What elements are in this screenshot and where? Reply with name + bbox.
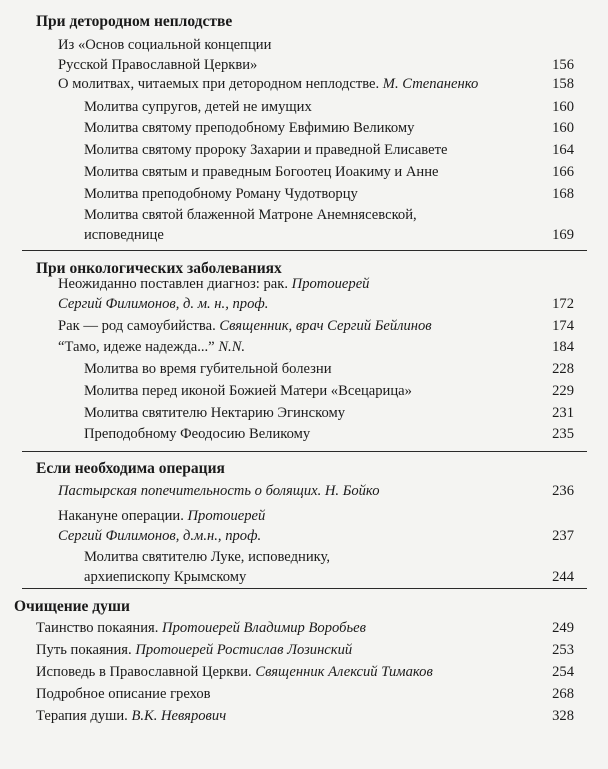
entry-text: Молитва святителю Луке, исповеднику,: [84, 549, 331, 565]
toc-entry[interactable]: [36, 640, 574, 660]
entry-text: Молитва святым и праведным Богоотец Иоакиму и Анне: [84, 164, 439, 180]
entry-text: Молитва святому пророку Захарии и праведной Елисавете: [84, 142, 448, 158]
entry-line: [58, 481, 524, 501]
entry-line: [84, 205, 524, 225]
toc-entry[interactable]: [84, 424, 574, 444]
entry-title: [58, 274, 574, 314]
page-number: 160: [552, 120, 574, 136]
toc-entry[interactable]: [84, 118, 574, 138]
entry-text: Таинство покаяния.: [36, 620, 163, 636]
entry-line: [84, 97, 524, 117]
section-divider: [22, 451, 587, 452]
entry-title: [84, 140, 574, 160]
entry-text: “Тамо, идеже надежда...”: [58, 339, 219, 355]
toc-entry[interactable]: [58, 74, 574, 94]
entry-author: Священник Алексий Тимаков: [255, 664, 433, 680]
page-number: 164: [552, 142, 574, 158]
page-number: 328: [552, 708, 574, 724]
page-number: 254: [552, 664, 574, 680]
page-number: 156: [552, 57, 574, 73]
entry-author: М. Степаненко: [382, 76, 479, 92]
section-divider: [22, 588, 587, 589]
toc-entry[interactable]: [58, 337, 574, 357]
entry-title: [84, 547, 574, 587]
entry-text: Молитва преподобному Роману Чудотворцу: [84, 186, 358, 202]
toc-entry[interactable]: [84, 381, 574, 401]
entry-line: [36, 706, 524, 726]
entry-line: [58, 337, 524, 357]
entry-line: [58, 55, 524, 75]
entry-text: О молитвах, читаемых при детородном неплодстве.: [58, 76, 383, 92]
entry-title: [84, 184, 574, 204]
entry-line: [36, 640, 524, 660]
toc-entry[interactable]: [84, 359, 574, 379]
entry-line: [58, 294, 524, 314]
entry-title: [58, 74, 574, 94]
entry-line: [84, 118, 524, 138]
page-number: 229: [552, 383, 574, 399]
entry-line: [84, 381, 524, 401]
page-number: 168: [552, 186, 574, 202]
entry-title: [58, 337, 574, 357]
entry-author: Протоиерей Ростислав Лозинский: [135, 642, 353, 658]
entry-author: Протоиерей: [187, 508, 266, 524]
toc-entry[interactable]: [84, 403, 574, 423]
entry-line: [58, 274, 524, 294]
toc-entry[interactable]: [58, 35, 574, 75]
entry-title: [58, 316, 574, 336]
entry-line: [84, 225, 524, 245]
toc-entry[interactable]: [84, 97, 574, 117]
entry-text: исповеднице: [84, 227, 164, 243]
entry-title: [84, 162, 574, 182]
entry-text: Неожиданно поставлен диагноз: рак.: [58, 276, 292, 292]
entry-text: Путь покаяния.: [36, 642, 136, 658]
entry-text: Терапия души.: [36, 708, 132, 724]
entry-text: Преподобному Феодосию Великому: [84, 426, 311, 442]
entry-text: Исповедь в Православной Церкви.: [36, 664, 256, 680]
page-number: 166: [552, 164, 574, 180]
entry-line: [84, 403, 524, 423]
section-heading: Очищение души: [14, 598, 130, 615]
page-number: 237: [552, 528, 574, 544]
entry-title: [36, 640, 574, 660]
entry-line: [58, 35, 524, 55]
entry-line: [36, 662, 524, 682]
entry-author: Протоиерей Владимир Воробьев: [162, 620, 366, 636]
toc-entry[interactable]: [58, 506, 574, 546]
toc-entry[interactable]: [84, 162, 574, 182]
page-number: 169: [552, 227, 574, 243]
entry-author: Протоиерей: [291, 276, 370, 292]
entry-title: [58, 35, 574, 75]
entry-line: [58, 506, 524, 526]
entry-title: [84, 424, 574, 444]
entry-text: Накануне операции.: [58, 508, 188, 524]
toc-entry[interactable]: [84, 140, 574, 160]
section-divider: [22, 250, 587, 251]
toc-entry[interactable]: [58, 316, 574, 336]
entry-line: [84, 567, 524, 587]
toc-entry[interactable]: [36, 662, 574, 682]
entry-line: [84, 547, 524, 567]
entry-author: В.К. Невярович: [131, 708, 227, 724]
page-number: 236: [552, 483, 574, 499]
section-heading: Если необходима операция: [36, 460, 225, 477]
toc-entry[interactable]: [36, 684, 574, 704]
entry-line: [84, 184, 524, 204]
page-number: 174: [552, 318, 574, 334]
entry-text: Молитва супругов, детей не имущих: [84, 99, 312, 115]
page-number: 244: [552, 569, 574, 585]
entry-text: Русской Православной Церкви»: [58, 57, 258, 73]
toc-entry[interactable]: [84, 184, 574, 204]
page-number: 268: [552, 686, 574, 702]
toc-entry[interactable]: [58, 481, 574, 501]
toc-entry[interactable]: [36, 706, 574, 726]
page-number: 184: [552, 339, 574, 355]
entry-author: N.N.: [218, 339, 246, 355]
entry-title: [84, 381, 574, 401]
entry-title: [84, 205, 574, 245]
entry-title: [84, 118, 574, 138]
entry-author: Священник, врач Сергий Бейлинов: [219, 318, 432, 334]
entry-text: Подробное описание грехов: [36, 686, 211, 702]
entry-author: Сергий Филимонов, д. м. н., проф.: [58, 296, 269, 312]
entry-title: [58, 506, 574, 546]
entry-line: [58, 316, 524, 336]
page-number: 228: [552, 361, 574, 377]
entry-title: [36, 706, 574, 726]
entry-line: [58, 526, 524, 546]
entry-text: Рак — род самоубийства.: [58, 318, 220, 334]
entry-title: [84, 403, 574, 423]
entry-line: [58, 74, 524, 94]
entry-line: [84, 162, 524, 182]
toc-entry[interactable]: [58, 274, 574, 314]
section-heading: При онкологических заболеваниях: [36, 260, 282, 277]
entry-text: Из «Основ социальной концепции: [58, 37, 272, 53]
entry-text: Молитва святителю Нектарию Эгинскому: [84, 405, 345, 421]
entry-title: [36, 662, 574, 682]
entry-line: [36, 618, 524, 638]
toc-entry[interactable]: [36, 618, 574, 638]
entry-title: [84, 97, 574, 117]
entry-text: Молитва перед иконой Божией Матери «Всецарица»: [84, 383, 412, 399]
section-heading: При детородном неплодстве: [36, 13, 233, 30]
entry-title: [84, 359, 574, 379]
entry-text: Молитва во время губительной болезни: [84, 361, 332, 377]
entry-title: [36, 684, 574, 704]
page-number: 235: [552, 426, 574, 442]
page-number: 160: [552, 99, 574, 115]
entry-text: Молитва святой блаженной Матроне Анемнясевской,: [84, 207, 417, 223]
page-number: 231: [552, 405, 574, 421]
page-number: 172: [552, 296, 574, 312]
toc-entry[interactable]: [84, 547, 574, 587]
entry-text: архиепископу Крымскому: [84, 569, 247, 585]
entry-text: Молитва святому преподобному Евфимию Великому: [84, 120, 415, 136]
entry-author: Сергий Филимонов, д.м.н., проф.: [58, 528, 262, 544]
entry-line: [36, 684, 524, 704]
entry-author: Пастырская попечительность о болящих. Н. Бойко: [58, 483, 380, 499]
page-number: 253: [552, 642, 574, 658]
entry-line: [84, 424, 524, 444]
entry-line: [84, 140, 524, 160]
toc-entry[interactable]: [84, 205, 574, 245]
entry-line: [84, 359, 524, 379]
entry-title: [36, 618, 574, 638]
page-number: 249: [552, 620, 574, 636]
page-number: 158: [552, 76, 574, 92]
entry-title: [58, 481, 574, 501]
